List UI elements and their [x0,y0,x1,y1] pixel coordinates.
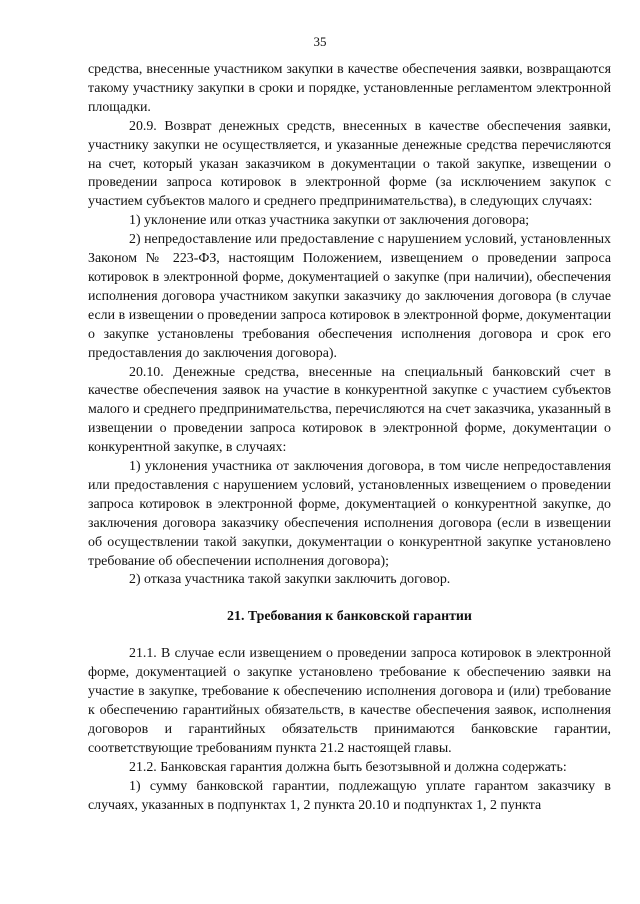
section-21-text [88,645,611,815]
paragraph: 21.2. Банковская гарантия должна быть безотзывной и должна содержать: [129,759,567,775]
spacer [88,590,611,608]
paragraph: 1) уклонения участника от заключения договора, в том числе непредоставления или предоставления с нарушением условий, установленных извещением о проведении запроса котировок в электронной форме, документацией о конкурентной закупке, до заключения договора заказчику обеспечения исполнения договора (если в извещении об осуществлении такой закупки, документации о конкурентной закупке установлено требование об обеспечении исполнения договора); [88,459,611,569]
paragraph: 1) сумму банковской гарантии, подлежащую уплате гарантом заказчику в случаях, указанных в подпунктах 1, 2 пункта 20.10 и подпунктах 1, 2 пункта [88,778,611,813]
paragraph: 1) уклонение или отказ участника закупки от заключения договора; [129,213,530,229]
paragraph: 2) непредоставление или предоставление с нарушением условий, установленных Законом № 223-ФЗ, настоящим Положением, извещением о проведении запроса котировок в электронной форме, документацией о закупке (при наличии), обеспечения исполнения договора участником закупки заказчику до заключения договора (в случае если в извещении о проведении запроса котировок в электронной форме, документации о закупке установлены требования обеспечения исполнения договора и срок его предоставления до заключения договора). [88,232,611,361]
paragraph: 20.10. Денежные средства, внесенные на специальный банковский счет в качестве обеспечения заявок на участие в конкурентной закупке с участием субъектов малого и среднего предпринимательства, перечисляются на счет заказчика, указанный в извещении о проведении запроса котировок в электронной форме, документации о конкурентной закупке, в случаях: [88,364,611,456]
section-heading: 21. Требования к банковской гарантии [227,609,472,625]
section-20-text [88,61,611,590]
spacer [88,627,611,645]
document-body [88,61,611,815]
paragraph: 2) отказа участника такой закупки заключить договор. [129,572,451,588]
paragraph: 21.1. В случае если извещением о проведении запроса котировок в электронной форме, документацией о закупке установлено требование к обеспечению заявки на участие в закупке, требование к обеспечению исполнения договора и (или) требование к обеспечению гарантийных обязательств, в качестве обеспечения заявок, исполнения договоров и гарантийных обязательств принимаются банковские гарантии, соответствующие требованиям пункта 21.2 настоящей главы. [88,646,611,756]
paragraph: средства, внесенные участником закупки в качестве обеспечения заявки, возвращаются такому участнику закупки в сроки и порядке, установленные регламентом электронной площадки. [88,62,611,115]
page-number: 35 [313,34,327,49]
paragraph: 20.9. Возврат денежных средств, внесенных в качестве обеспечения заявки, участнику закупки не осуществляется, и указанные денежные средства перечисляются на счет, который указан заказчиком в документации о такой закупке, извещении о проведении запроса котировок в электронной форме (за исключением закупок с участием субъектов малого и среднего предпринимательства), в следующих случаях: [88,118,611,210]
